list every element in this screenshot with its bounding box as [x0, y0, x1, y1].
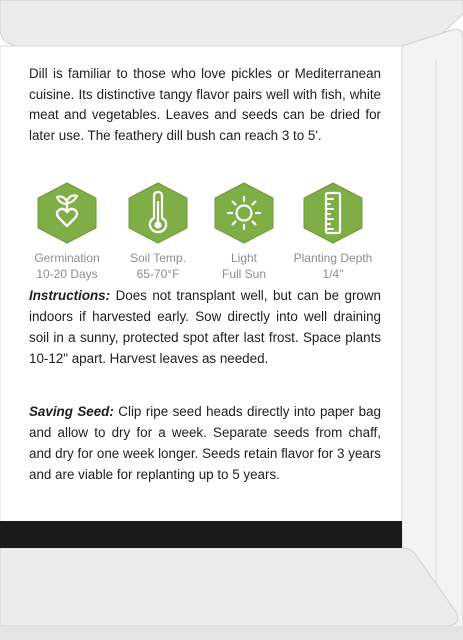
light-label: Light [230, 251, 258, 265]
growing-info-icons [29, 182, 381, 282]
soil-temp-label: Soil Temp. [130, 251, 186, 265]
germination-value: 10-20 Days [36, 267, 98, 281]
planting-depth-value: 1/4" [322, 267, 344, 281]
soil-temp-info [110, 182, 206, 282]
saving-seed-paragraph [29, 402, 381, 486]
germination-label: Germination [34, 251, 100, 265]
instructions-text: Does not transplant well, but can be grown indoors if harvested early. Sow directly into well draining soil in a sunny, protected spot after last frost. Space plants 10-12" apart. Harvest leaves as needed. [29, 288, 381, 366]
thermometer-icon [125, 182, 191, 244]
instructions-heading: Instructions: [29, 288, 111, 303]
planting-depth-label: Planting Depth [293, 251, 373, 265]
sun-icon [211, 182, 277, 244]
germination-info [19, 182, 115, 282]
plant-description: Dill is familiar to those who love pickles or Mediterranean cuisine. Its distinctive tangy flavor pairs well with fish, white meat and vegetables. Leaves and seeds can be dried for later use. The feathery dill bush can reach 3 to 5'. [29, 66, 381, 143]
planting-depth-info [285, 182, 381, 282]
light-info [196, 182, 292, 282]
saving-seed-text: Clip ripe seed heads directly into paper bag and allow to dry for a week. Separate seeds from chaff, and dry for one week longer. Seeds retain flavor for 3 years and are viable for replanting up to 5 years. [29, 404, 381, 482]
saving-seed-heading: Saving Seed: [29, 404, 114, 419]
instructions-paragraph [29, 286, 381, 370]
sprout-heart-icon [34, 182, 100, 244]
packet-content [29, 64, 381, 482]
light-value: Full Sun [221, 267, 267, 281]
ruler-icon [300, 182, 366, 244]
soil-temp-value: 65-70°F [136, 267, 180, 281]
